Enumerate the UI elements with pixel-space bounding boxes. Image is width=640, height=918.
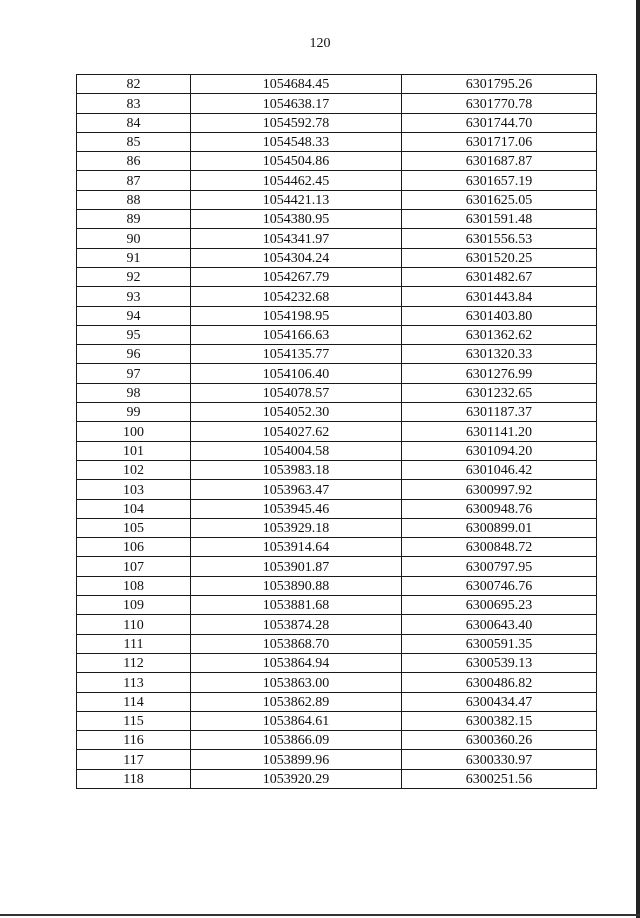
- y-coordinate-cell: 6300797.95: [402, 557, 597, 576]
- table-row: [77, 306, 597, 325]
- point-number-cell: 108: [77, 576, 191, 595]
- y-coordinate-cell: 6301046.42: [402, 460, 597, 479]
- x-coordinate-cell: 1054267.79: [191, 267, 402, 286]
- x-coordinate-cell: 1053864.61: [191, 711, 402, 730]
- table-row: [77, 171, 597, 190]
- table-row: [77, 325, 597, 344]
- x-coordinate-cell: 1053920.29: [191, 769, 402, 788]
- x-coordinate-cell: 1053890.88: [191, 576, 402, 595]
- y-coordinate-cell: 6301482.67: [402, 267, 597, 286]
- point-number-cell: 98: [77, 383, 191, 402]
- y-coordinate-cell: 6300948.76: [402, 499, 597, 518]
- point-number-cell: 94: [77, 306, 191, 325]
- table-row: [77, 711, 597, 730]
- y-coordinate-cell: 6301187.37: [402, 403, 597, 422]
- x-coordinate-cell: 1054684.45: [191, 75, 402, 94]
- x-coordinate-cell: 1054421.13: [191, 190, 402, 209]
- x-coordinate-cell: 1054078.57: [191, 383, 402, 402]
- point-number-cell: 87: [77, 171, 191, 190]
- y-coordinate-cell: 6300382.15: [402, 711, 597, 730]
- point-number-cell: 112: [77, 653, 191, 672]
- table-row: [77, 75, 597, 94]
- point-number-cell: 101: [77, 441, 191, 460]
- point-number-cell: 97: [77, 364, 191, 383]
- point-number-cell: 110: [77, 615, 191, 634]
- point-number-cell: 95: [77, 325, 191, 344]
- x-coordinate-cell: 1054027.62: [191, 422, 402, 441]
- x-coordinate-cell: 1054462.45: [191, 171, 402, 190]
- point-number-cell: 84: [77, 113, 191, 132]
- y-coordinate-cell: 6300848.72: [402, 538, 597, 557]
- y-coordinate-cell: 6300997.92: [402, 480, 597, 499]
- point-number-cell: 118: [77, 769, 191, 788]
- x-coordinate-cell: 1054004.58: [191, 441, 402, 460]
- y-coordinate-cell: 6301770.78: [402, 94, 597, 113]
- y-coordinate-cell: 6300695.23: [402, 596, 597, 615]
- table-row: [77, 364, 597, 383]
- x-coordinate-cell: 1054638.17: [191, 94, 402, 113]
- y-coordinate-cell: 6301362.62: [402, 325, 597, 344]
- y-coordinate-cell: 6301520.25: [402, 248, 597, 267]
- y-coordinate-cell: 6300746.76: [402, 576, 597, 595]
- table-row: [77, 634, 597, 653]
- y-coordinate-cell: 6300486.82: [402, 673, 597, 692]
- x-coordinate-cell: 1054304.24: [191, 248, 402, 267]
- x-coordinate-cell: 1054341.97: [191, 229, 402, 248]
- point-number-cell: 90: [77, 229, 191, 248]
- table-row: [77, 557, 597, 576]
- point-number-cell: 83: [77, 94, 191, 113]
- table-row: [77, 345, 597, 364]
- x-coordinate-cell: 1053866.09: [191, 731, 402, 750]
- y-coordinate-cell: 6300643.40: [402, 615, 597, 634]
- table-row: [77, 267, 597, 286]
- x-coordinate-cell: 1054166.63: [191, 325, 402, 344]
- x-coordinate-cell: 1054232.68: [191, 287, 402, 306]
- table-row: [77, 287, 597, 306]
- y-coordinate-cell: 6300251.56: [402, 769, 597, 788]
- table-row: [77, 248, 597, 267]
- table-body: [77, 75, 597, 789]
- table-row: [77, 518, 597, 537]
- table-row: [77, 538, 597, 557]
- y-coordinate-cell: 6300539.13: [402, 653, 597, 672]
- point-number-cell: 92: [77, 267, 191, 286]
- table-row: [77, 152, 597, 171]
- x-coordinate-cell: 1053862.89: [191, 692, 402, 711]
- x-coordinate-cell: 1054592.78: [191, 113, 402, 132]
- point-number-cell: 99: [77, 403, 191, 422]
- x-coordinate-cell: 1053868.70: [191, 634, 402, 653]
- point-number-cell: 105: [77, 518, 191, 537]
- table-row: [77, 673, 597, 692]
- point-number-cell: 103: [77, 480, 191, 499]
- table-row: [77, 731, 597, 750]
- y-coordinate-cell: 6300434.47: [402, 692, 597, 711]
- table-row: [77, 190, 597, 209]
- x-coordinate-cell: 1053914.64: [191, 538, 402, 557]
- point-number-cell: 86: [77, 152, 191, 171]
- table-row: [77, 460, 597, 479]
- table-row: [77, 94, 597, 113]
- x-coordinate-cell: 1053874.28: [191, 615, 402, 634]
- point-number-cell: 115: [77, 711, 191, 730]
- point-number-cell: 91: [77, 248, 191, 267]
- coordinates-table: [76, 74, 597, 789]
- point-number-cell: 93: [77, 287, 191, 306]
- page-number: 120: [309, 36, 331, 51]
- table-row: [77, 422, 597, 441]
- point-number-cell: 85: [77, 132, 191, 151]
- table-row: [77, 499, 597, 518]
- y-coordinate-cell: 6300899.01: [402, 518, 597, 537]
- table-row: [77, 769, 597, 788]
- y-coordinate-cell: 6301556.53: [402, 229, 597, 248]
- point-number-cell: 89: [77, 210, 191, 229]
- point-number-cell: 104: [77, 499, 191, 518]
- point-number-cell: 96: [77, 345, 191, 364]
- point-number-cell: 109: [77, 596, 191, 615]
- x-coordinate-cell: 1054198.95: [191, 306, 402, 325]
- point-number-cell: 106: [77, 538, 191, 557]
- y-coordinate-cell: 6301657.19: [402, 171, 597, 190]
- table-row: [77, 383, 597, 402]
- y-coordinate-cell: 6301443.84: [402, 287, 597, 306]
- y-coordinate-cell: 6301232.65: [402, 383, 597, 402]
- table-row: [77, 229, 597, 248]
- point-number-cell: 102: [77, 460, 191, 479]
- table-row: [77, 615, 597, 634]
- y-coordinate-cell: 6301795.26: [402, 75, 597, 94]
- point-number-cell: 114: [77, 692, 191, 711]
- point-number-cell: 113: [77, 673, 191, 692]
- y-coordinate-cell: 6301744.70: [402, 113, 597, 132]
- y-coordinate-cell: 6300360.26: [402, 731, 597, 750]
- scan-bottom-edge: [0, 914, 640, 916]
- x-coordinate-cell: 1053863.00: [191, 673, 402, 692]
- x-coordinate-cell: 1053901.87: [191, 557, 402, 576]
- y-coordinate-cell: 6301625.05: [402, 190, 597, 209]
- point-number-cell: 82: [77, 75, 191, 94]
- point-number-cell: 107: [77, 557, 191, 576]
- x-coordinate-cell: 1054548.33: [191, 132, 402, 151]
- scan-edge-shadow: [636, 0, 640, 918]
- y-coordinate-cell: 6301687.87: [402, 152, 597, 171]
- point-number-cell: 116: [77, 731, 191, 750]
- table-row: [77, 403, 597, 422]
- y-coordinate-cell: 6301320.33: [402, 345, 597, 364]
- table-row: [77, 576, 597, 595]
- x-coordinate-cell: 1053929.18: [191, 518, 402, 537]
- x-coordinate-cell: 1053945.46: [191, 499, 402, 518]
- table-row: [77, 132, 597, 151]
- x-coordinate-cell: 1054504.86: [191, 152, 402, 171]
- table-row: [77, 210, 597, 229]
- y-coordinate-cell: 6300330.97: [402, 750, 597, 769]
- y-coordinate-cell: 6301094.20: [402, 441, 597, 460]
- x-coordinate-cell: 1053983.18: [191, 460, 402, 479]
- x-coordinate-cell: 1053963.47: [191, 480, 402, 499]
- table-row: [77, 480, 597, 499]
- table-row: [77, 750, 597, 769]
- x-coordinate-cell: 1054135.77: [191, 345, 402, 364]
- point-number-cell: 100: [77, 422, 191, 441]
- point-number-cell: 111: [77, 634, 191, 653]
- y-coordinate-cell: 6301276.99: [402, 364, 597, 383]
- x-coordinate-cell: 1053864.94: [191, 653, 402, 672]
- table-row: [77, 596, 597, 615]
- y-coordinate-cell: 6300591.35: [402, 634, 597, 653]
- x-coordinate-cell: 1053899.96: [191, 750, 402, 769]
- x-coordinate-cell: 1053881.68: [191, 596, 402, 615]
- table-row: [77, 441, 597, 460]
- point-number-cell: 88: [77, 190, 191, 209]
- y-coordinate-cell: 6301403.80: [402, 306, 597, 325]
- y-coordinate-cell: 6301141.20: [402, 422, 597, 441]
- y-coordinate-cell: 6301717.06: [402, 132, 597, 151]
- table-row: [77, 692, 597, 711]
- x-coordinate-cell: 1054052.30: [191, 403, 402, 422]
- table-row: [77, 653, 597, 672]
- point-number-cell: 117: [77, 750, 191, 769]
- x-coordinate-cell: 1054380.95: [191, 210, 402, 229]
- table-row: [77, 113, 597, 132]
- x-coordinate-cell: 1054106.40: [191, 364, 402, 383]
- y-coordinate-cell: 6301591.48: [402, 210, 597, 229]
